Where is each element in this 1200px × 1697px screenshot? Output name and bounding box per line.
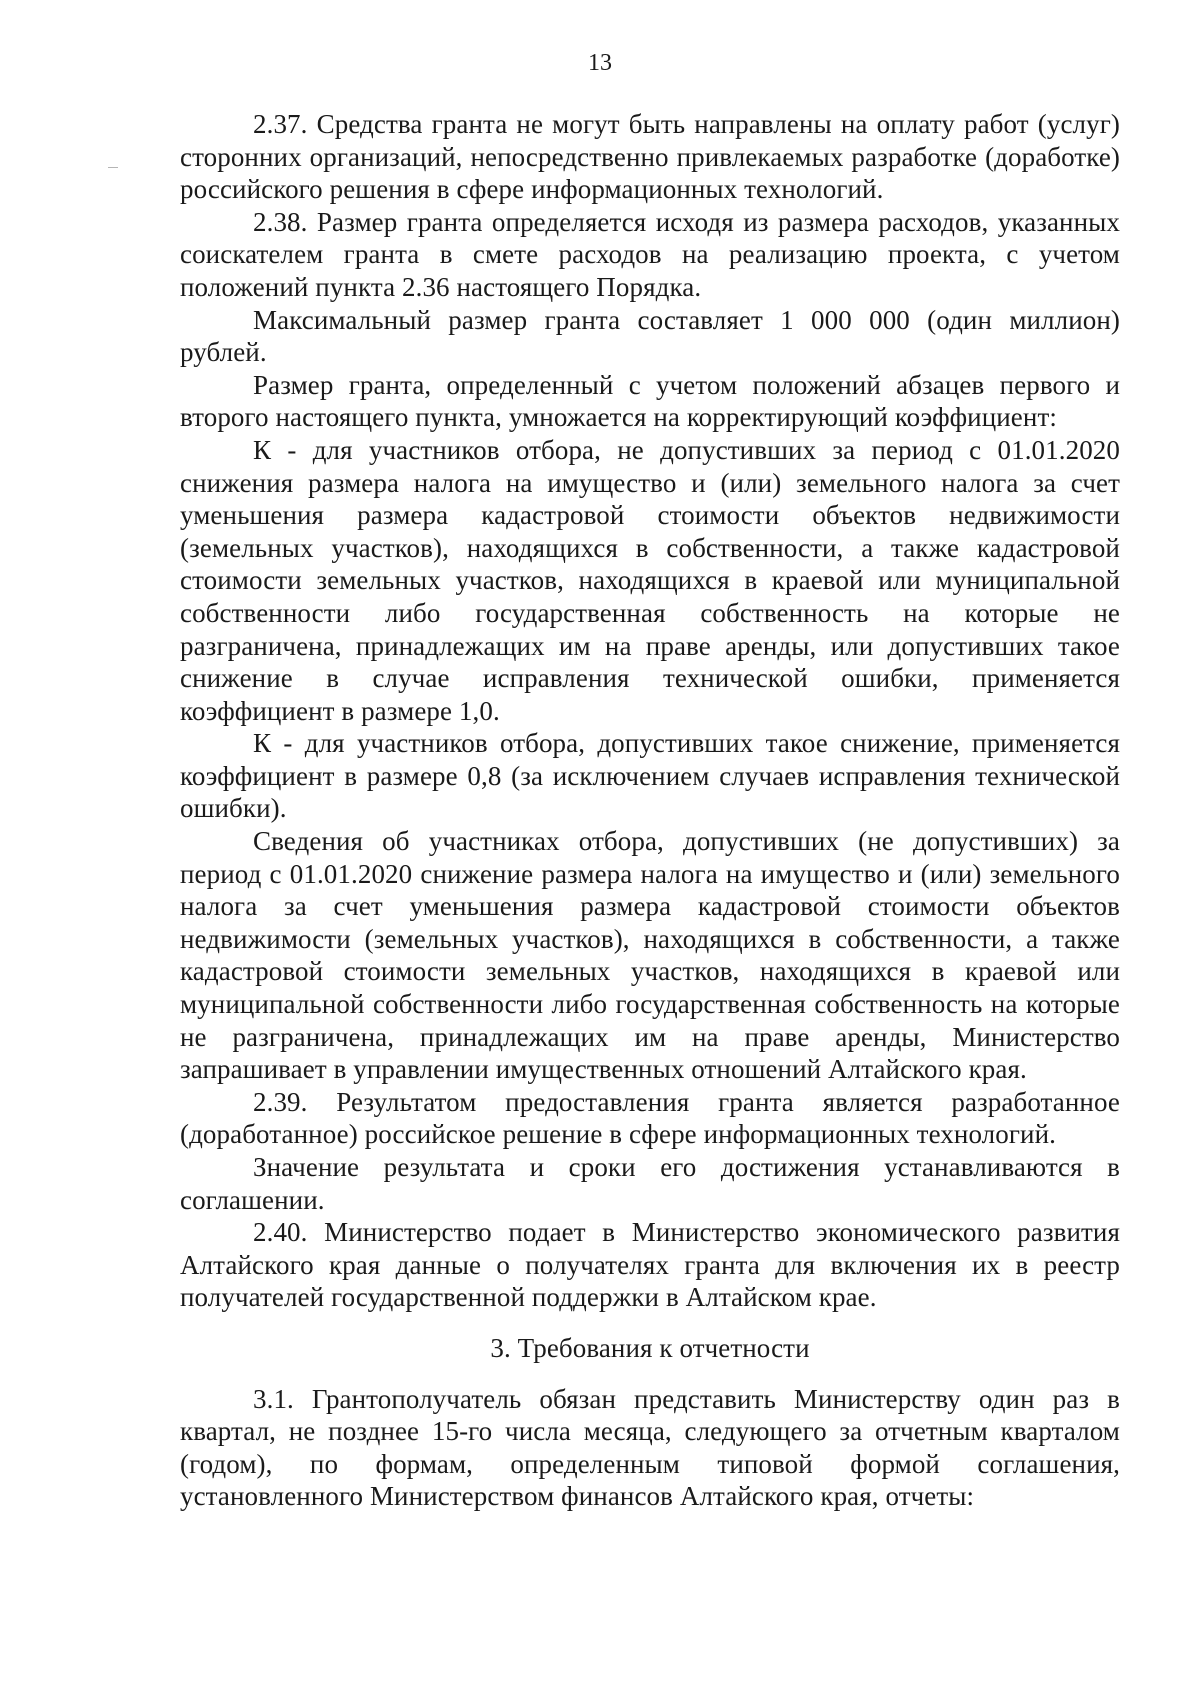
paragraph-2-39: 2.39. Результатом предоставления гранта является разработанное (доработанное) российское решение в сфере информационных технологий.: [180, 1086, 1120, 1150]
paragraph-2-37: 2.37. Средства гранта не могут быть направлены на оплату работ (услуг) сторонних организаций, непосредственно привлекаемых разработке (доработке) российского решения в сфере информационных технологий.: [180, 109, 1120, 205]
section-heading: 3. Требования к отчетности: [490, 1332, 810, 1363]
paragraph-3-1: 3.1. Грантополучатель обязан представить Министерству один раз в квартал, не позднее 15-го числа месяца, следующего за отчетным кварталом (годом), по формам, определенным типовой формой соглашения, установленного Министерством финансов Алтайского края, отчеты:: [180, 1383, 1120, 1512]
paragraph-k-0-8: К - для участников отбора, допустивших такое снижение, применяется коэффициент в размере 0,8 (за исключением случаев исправления технической ошибки).: [180, 728, 1120, 824]
paragraph-grant-coefficient: Размер гранта, определенный с учетом положений абзацев первого и второго настоящего пункта, умножается на корректирующий коэффициент:: [180, 369, 1120, 433]
paragraph-result-value: Значение результата и сроки его достижения устанавливаются в соглашении.: [180, 1152, 1120, 1215]
paragraph-k-1-0: К - для участников отбора, не допустивших за период с 01.01.2020 снижения размера налога на имущество и (или) земельного налога за счет уменьшения размера кадастровой стоимости объектов недвижимости (земельных участков), находящихся в собственности, а также кадастровой стоимости земельных участков, находящихся в краевой или муниципальной собственности либо государственная собственность на которые не разграничена, принадлежащих им на праве аренды, или допустивших такое снижение в случае исправления технической ошибки, применяется коэффициент в размере 1,0.: [180, 434, 1120, 726]
document-body: [180, 108, 1120, 1513]
margin-mark: [108, 167, 118, 168]
paragraph-max-grant: Максимальный размер гранта составляет 1 000 000 (один миллион) рублей.: [180, 304, 1120, 368]
paragraph-participant-info: Сведения об участниках отбора, допустивших (не допустивших) за период с 01.01.2020 снижение размера налога на имущество и (или) земельного налога за счет уменьшения размера кадастровой стоимости объектов недвижимости (земельных участков), находящихся в собственности, а также кадастровой стоимости земельных участков, находящихся в краевой или муниципальной собственности либо государственная собственность на которые не разграничена, принадлежащих им на праве аренды, Министерство запрашивает в управлении имущественных отношений Алтайского края.: [180, 826, 1120, 1085]
page-number: 13: [588, 50, 612, 76]
paragraph-2-38: 2.38. Размер гранта определяется исходя из размера расходов, указанных соискателем гранта в смете расходов на реализацию проекта, с учетом положений пункта 2.36 настоящего Порядка.: [180, 206, 1120, 302]
paragraph-2-40: 2.40. Министерство подает в Министерство экономического развития Алтайского края данные о получателях гранта для включения их в реестр получателей государственной поддержки в Алтайском крае.: [180, 1217, 1120, 1313]
